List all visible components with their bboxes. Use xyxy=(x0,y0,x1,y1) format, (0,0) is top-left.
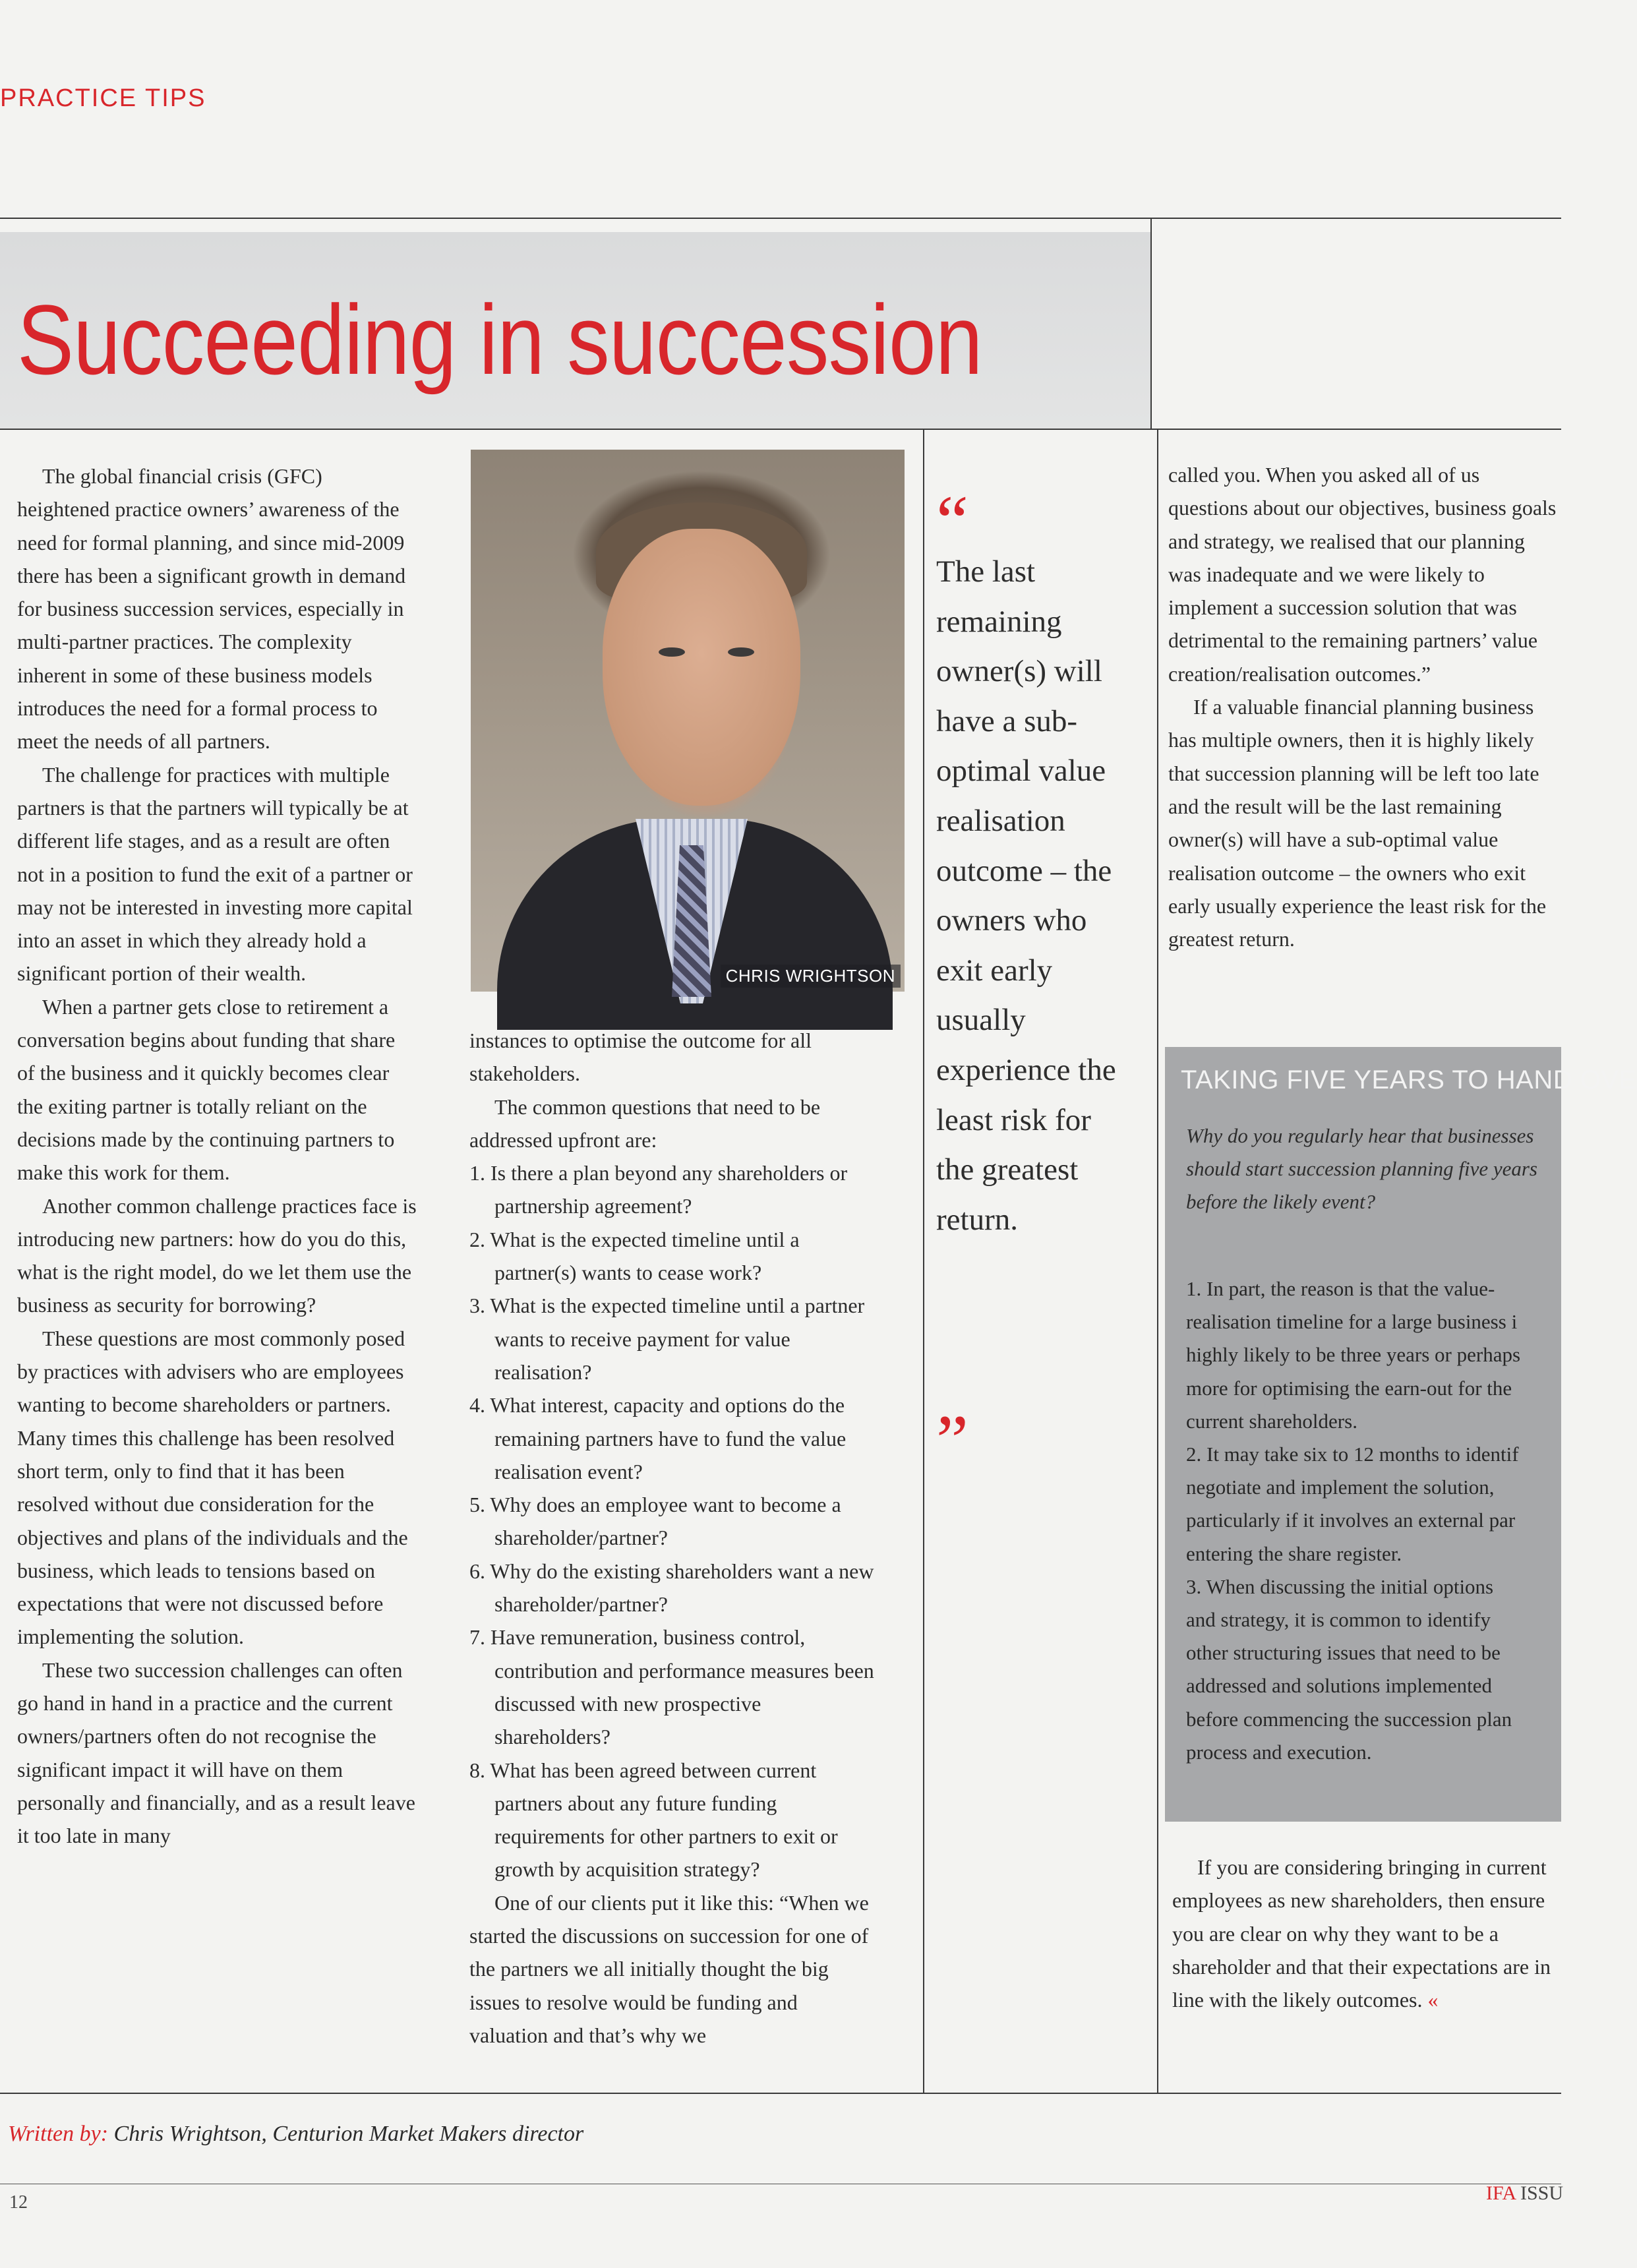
list-item: 8. What has been agreed between current partners about any future funding requirements for other partners to exit or growth by acquisition strategy? xyxy=(469,1758,838,1882)
sidebar-line: realisation timeline for a large business i xyxy=(1186,1310,1518,1334)
sidebar-box xyxy=(1165,1047,1637,1822)
byline-label: Written by: xyxy=(8,2122,109,2146)
sidebar-line: negotiate and implement the solution, xyxy=(1186,1476,1495,1499)
magazine-folio xyxy=(1486,2182,1563,2205)
paragraph: One of our clients put it like this: “When we started the discussions on succession for one of the partners we all initially thought the big issues to resolve would be funding and valuation and that’s why we xyxy=(469,1890,869,2047)
sidebar-line: other structuring issues that need to be xyxy=(1186,1641,1501,1665)
paragraph: These two succession challenges can often go hand in hand in a practice and the current owners/partners often do not recognise the significant impact it will have on them personally and financially, and as a result leave it too late in many xyxy=(17,1657,415,1848)
list-item: 1. Is there a plan beyond any shareholders or partnership agreement? xyxy=(469,1161,848,1218)
article-column-1 xyxy=(17,460,417,1852)
paragraph: When a partner gets close to retirement a conversation begins about funding that share of the business and it quickly becomes clear the exiting partner is totally reliant on the decisions made by the continuing partners to make this work for them. xyxy=(17,994,396,1185)
byline-text: Chris Wrightson, Centurion Market Makers director xyxy=(113,2122,584,2146)
sidebar-line: more for optimising the earn-out for the xyxy=(1186,1376,1512,1400)
paragraph: Another common challenge practices face is introducing new partners: how do you do this, what is the right model, do we let them use the business as security for borrowing? xyxy=(17,1193,417,1317)
paragraph: instances to optimise the outcome for all stakeholders. xyxy=(469,1029,812,1086)
list-item: 6. Why do the existing shareholders want a new shareholder/partner? xyxy=(469,1559,874,1617)
article-column-4 xyxy=(1168,458,1561,955)
header-rule xyxy=(0,218,1561,219)
sidebar-points xyxy=(1186,1272,1568,1769)
closing-text: If you are considering bringing in current employees as new shareholders, then ensure you are clear on why they want to be a shareholder and that their expectations are in line with the likely outcomes. xyxy=(1172,1855,1551,2012)
list-item: 4. What interest, capacity and options do the remaining partners have to fund the value realisation event? xyxy=(469,1393,847,1483)
paragraph: called you. When you asked all of us questions about our objectives, business goals and strategy, we realised that our planning was inadequate and we were likely to implement a succession solution that was detrimental to the remaining partners’ value creation/realisation outcomes.” xyxy=(1168,463,1557,686)
photo-eye xyxy=(659,647,685,657)
sidebar-line: 1. In part, the reason is that the value- xyxy=(1186,1277,1495,1300)
title-band-divider xyxy=(1150,218,1152,429)
questions-list xyxy=(469,1156,878,1886)
sidebar-title: TAKING FIVE YEARS TO HAND OVE xyxy=(1181,1065,1637,1094)
sidebar-line: current shareholders. xyxy=(1186,1409,1357,1433)
sidebar-line: highly likely to be three years or perhaps xyxy=(1186,1343,1521,1367)
list-item: 2. What is the expected timeline until a partner(s) wants to cease work? xyxy=(469,1227,800,1285)
sidebar-line: process and execution. xyxy=(1186,1740,1372,1764)
article-title: Succeeding in succession xyxy=(17,284,982,395)
sidebar-line: before commencing the succession plan xyxy=(1186,1707,1512,1731)
footer-rule xyxy=(0,2093,1561,2094)
author-photo xyxy=(471,450,905,992)
open-quote-icon: “ xyxy=(936,481,968,561)
list-item: 5. Why does an employee want to become a shareholder/partner? xyxy=(469,1493,841,1550)
column-divider xyxy=(923,429,924,2093)
sidebar-intro: Why do you regularly hear that businesses should start succession planning five years before the likely event? xyxy=(1186,1124,1537,1213)
byline xyxy=(8,2122,583,2147)
paragraph xyxy=(1172,1851,1561,2016)
page-number: 12 xyxy=(9,2192,28,2213)
sidebar-line: addressed and solutions implemented xyxy=(1186,1674,1493,1698)
section-label: PRACTICE TIPS xyxy=(0,84,206,112)
end-mark-icon: « xyxy=(1427,1988,1439,2012)
pull-quote: The last remaining owner(s) will have a sub-optimal value realisation outcome – the owners who exit early usually experience the least risk for the greatest return. xyxy=(936,554,1116,1237)
magazine-name: IFA xyxy=(1486,2182,1516,2204)
sidebar-line: 3. When discussing the initial options xyxy=(1186,1574,1494,1598)
sidebar-line: entering the share register. xyxy=(1186,1541,1402,1565)
close-quote-icon: ” xyxy=(936,1400,968,1481)
title-rule xyxy=(0,429,1561,430)
closing-paragraph xyxy=(1172,1851,1561,2016)
sidebar-line: 2. It may take six to 12 months to identif xyxy=(1186,1443,1519,1466)
sidebar-line: particularly if it involves an external par xyxy=(1186,1508,1516,1532)
paragraph: The global financial crisis (GFC) heightened practice owners’ awareness of the need for formal planning, and since mid-2009 there has been a significant growth in demand for business succession services, especially in multi-partner practices. The complexity inherent in some of these business models introduces the need for a formal process to meet the needs of all partners. xyxy=(17,464,406,754)
photo-face xyxy=(603,529,800,806)
issue-label: ISSU xyxy=(1520,2182,1563,2204)
paragraph: These questions are most commonly posed by practices with advisers who are employees wanting to become shareholders or partners. Many times this challenge has been resolved short term, only to find that it has been resolved without due consideration for the objectives and plans of the individuals and the business, which leads to tensions based on expectations that were not discussed before implementing the solution. xyxy=(17,1326,408,1649)
column-divider xyxy=(1157,429,1158,2093)
list-item: 7. Have remuneration, business control, contribution and performance measures been discussed with new prospective shareholders? xyxy=(469,1625,874,1749)
list-item: 3. What is the expected timeline until a partner wants to receive payment for value realisation? xyxy=(469,1294,865,1384)
photo-caption: CHRIS WRIGHTSON xyxy=(721,965,901,988)
paragraph: The challenge for practices with multiple partners is that the partners will typically be at different life stages, and as a result are often not in a position to fund the exit of a partner or may not be interested in investing more capital into an asset in which they already hold a significant portion of their wealth. xyxy=(17,762,413,986)
photo-eye xyxy=(728,647,754,657)
article-column-2 xyxy=(469,1024,878,2052)
sidebar-line: and strategy, it is common to identify xyxy=(1186,1608,1491,1632)
paragraph: The common questions that need to be addressed upfront are: xyxy=(469,1094,821,1152)
paragraph: If a valuable financial planning business has multiple owners, then it is highly likely that succession planning will be left too late and the result will be the last remaining owner(s) will have a sub-optimal value realisation outcome – the owners who exit early usually experience the least risk for the greatest return. xyxy=(1168,695,1547,951)
